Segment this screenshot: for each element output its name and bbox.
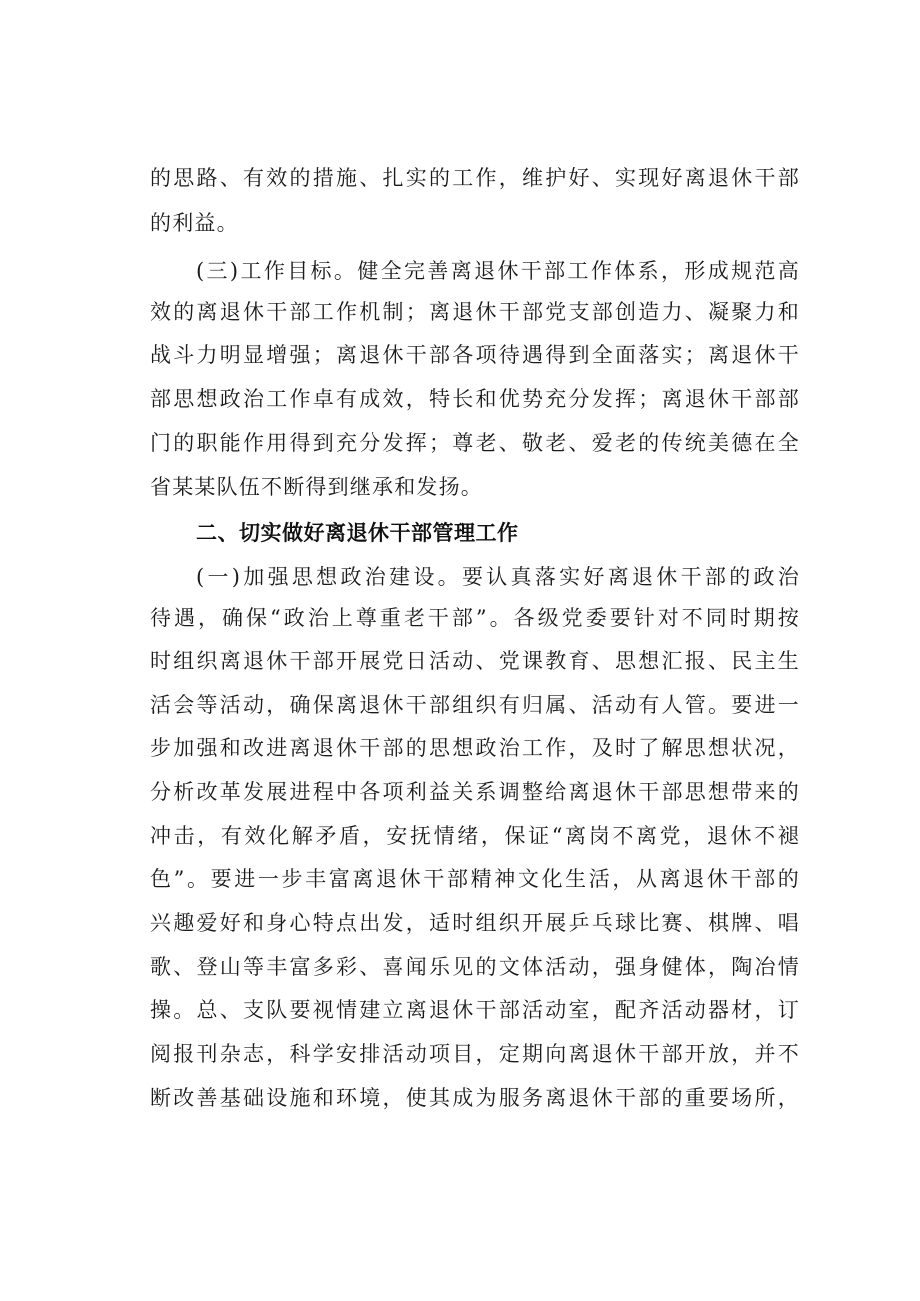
text-line: 的利益。: [150, 211, 239, 235]
text-line: 时组织离退休干部开展党日活动、党课教育、思想汇报、民主生: [150, 649, 800, 673]
text-line: 战斗力明显增强；离退休干部各项待遇得到全面落实；离退休干: [150, 343, 800, 367]
text-line: 活会等活动，确保离退休干部组织有归属、活动有人管。要进一: [150, 693, 800, 717]
text-line: 部思想政治工作卓有成效，特长和优势充分发挥；离退休干部部: [150, 387, 800, 411]
section-heading: 二、切实做好离退休干部管理工作: [196, 521, 519, 545]
text-line: 分析改革发展进程中各项利益关系调整给离退休干部思想带来的: [150, 780, 800, 804]
text-line: 省某某队伍不断得到继承和发扬。: [150, 475, 483, 499]
text-line: (一)加强思想政治建设。要认真落实好离退休干部的政治: [196, 565, 800, 589]
text-line: 兴趣爱好和身心特点出发，适时组织开展乒乓球比赛、棋牌、唱: [150, 911, 800, 935]
text-line: (三)工作目标。健全完善离退休干部工作体系，形成规范高: [196, 259, 800, 283]
text-line: 步加强和改进离退休干部的思想政治工作，及时了解思想状况，: [150, 736, 800, 760]
text-line: 冲击，有效化解矛盾，安抚情绪，保证“离岗不离党，退休不褪: [150, 824, 800, 848]
text-line: 效的离退休干部工作机制；离退休干部党支部创造力、凝聚力和: [150, 300, 800, 324]
text-line: 操。总、支队要视情建立离退休干部活动室，配齐活动器材，订: [150, 998, 800, 1022]
text-line: 待遇，确保“政治上尊重老干部”。各级党委要针对不同时期按: [150, 606, 800, 630]
text-line: 断改善基础设施和环境，使其成为服务离退休干部的重要场所，: [150, 1086, 800, 1110]
text-line: 歌、登山等丰富多彩、喜闻乐见的文体活动，强身健体，陶冶情: [150, 955, 800, 979]
text-line: 的思路、有效的措施、扎实的工作，维护好、实现好离退休干部: [150, 166, 800, 190]
text-line: 阅报刊杂志，科学安排活动项目，定期向离退休干部开放，并不: [150, 1042, 800, 1066]
text-line: 色”。要进一步丰富离退休干部精神文化生活，从离退休干部的: [150, 867, 800, 891]
text-line: 门的职能作用得到充分发挥；尊老、敬老、爱老的传统美德在全: [150, 431, 800, 455]
